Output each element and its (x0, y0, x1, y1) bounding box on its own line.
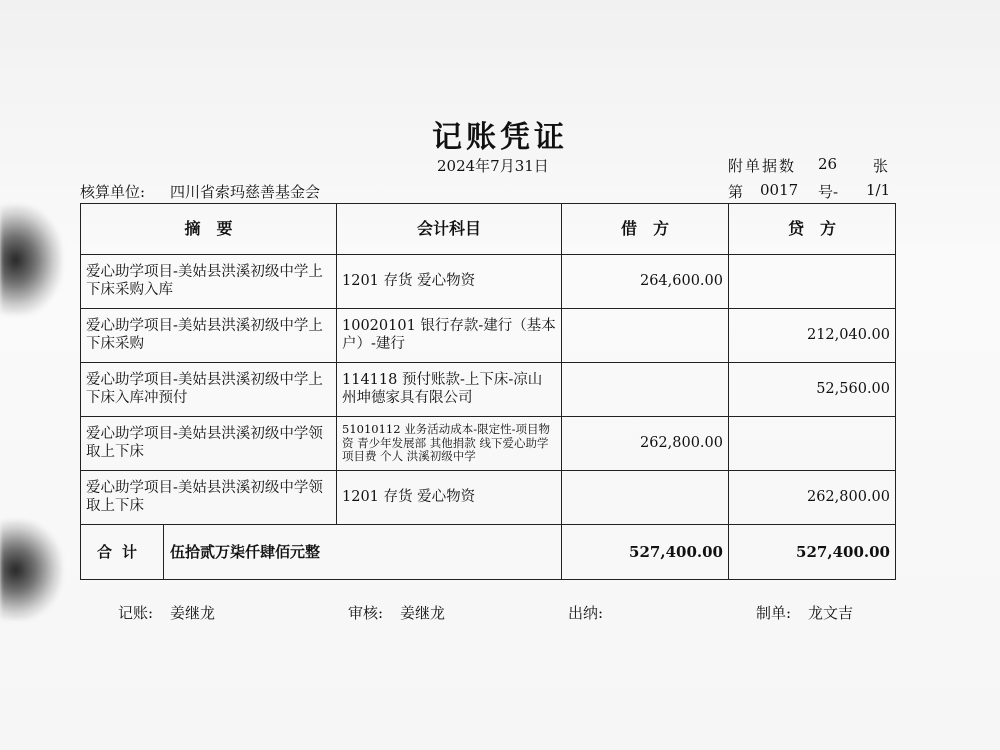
voucher-date: 2024年7月31日 (437, 157, 549, 175)
row-account: 114118 预付账款-上下床-凉山州坤德家具有限公司 (337, 363, 562, 417)
row-debit (562, 309, 729, 363)
total-debit: 527,400.00 (562, 525, 729, 580)
table-row (81, 255, 896, 309)
row-credit: 212,040.00 (729, 309, 896, 363)
row-summary: 爱心助学项目-美姑县洪溪初级中学领取上下床 (81, 417, 337, 471)
preparer-label: 制单: (756, 604, 792, 622)
row-credit (729, 417, 896, 471)
bookkeeper-name: 姜继龙 (170, 604, 216, 622)
row-account: 51010112 业务活动成本-限定性-项目物资 青少年发展部 其他捐款 线下爱心助学 项目费 个人 洪溪初级中学 (337, 417, 562, 471)
row-account: 10020101 银行存款-建行（基本户）-建行 (337, 309, 562, 363)
table-row (81, 363, 896, 417)
row-account: 1201 存货 爱心物资 (337, 471, 562, 525)
scan-smudge-top (0, 205, 62, 315)
total-label: 合计 (81, 525, 164, 579)
header-debit: 借 方 (562, 204, 729, 255)
voucher-title: 记账凭证 (432, 120, 568, 155)
total-amount-words: 伍拾贰万柒仟肆佰元整 (170, 543, 321, 561)
voucher-page: 1/1 (866, 181, 891, 199)
row-summary: 爱心助学项目-美姑县洪溪初级中学领取上下床 (81, 471, 337, 525)
preparer-name: 龙文吉 (808, 604, 854, 622)
voucher-number-label: 第 (728, 183, 744, 201)
row-credit: 262,800.00 (729, 471, 896, 525)
voucher-number-suffix: 号- (818, 183, 839, 201)
table-row (81, 309, 896, 363)
total-cell (81, 525, 562, 580)
voucher-table (80, 203, 896, 580)
row-summary: 爱心助学项目-美姑县洪溪初级中学上下床入库冲预付 (81, 363, 337, 417)
row-debit (562, 363, 729, 417)
row-debit: 262,800.00 (562, 417, 729, 471)
row-summary: 爱心助学项目-美姑县洪溪初级中学上下床采购 (81, 309, 337, 363)
row-account: 1201 存货 爱心物资 (337, 255, 562, 309)
total-row (81, 525, 896, 580)
header-credit: 贷 方 (729, 204, 896, 255)
table-row (81, 417, 896, 471)
accounting-unit-label: 核算单位: (80, 183, 146, 201)
row-summary: 爱心助学项目-美姑县洪溪初级中学上下床采购入库 (81, 255, 337, 309)
voucher-number: 0017 (760, 181, 799, 199)
reviewer-label: 审核: (348, 604, 384, 622)
attachment-label: 附单据数 (728, 157, 797, 175)
cashier-label: 出纳: (568, 604, 604, 622)
row-credit (729, 255, 896, 309)
header-summary: 摘 要 (81, 204, 337, 255)
row-debit (562, 471, 729, 525)
reviewer-name: 姜继龙 (400, 604, 446, 622)
row-debit: 264,600.00 (562, 255, 729, 309)
total-credit: 527,400.00 (729, 525, 896, 580)
table-header-row (81, 204, 896, 255)
scan-smudge-bottom (0, 520, 62, 620)
row-credit: 52,560.00 (729, 363, 896, 417)
bookkeeper-label: 记账: (118, 604, 154, 622)
table-row (81, 471, 896, 525)
header-account: 会计科目 (337, 204, 562, 255)
attachment-unit: 张 (873, 157, 889, 175)
accounting-unit-name: 四川省索玛慈善基金会 (170, 183, 321, 201)
attachment-count: 26 (818, 155, 838, 173)
